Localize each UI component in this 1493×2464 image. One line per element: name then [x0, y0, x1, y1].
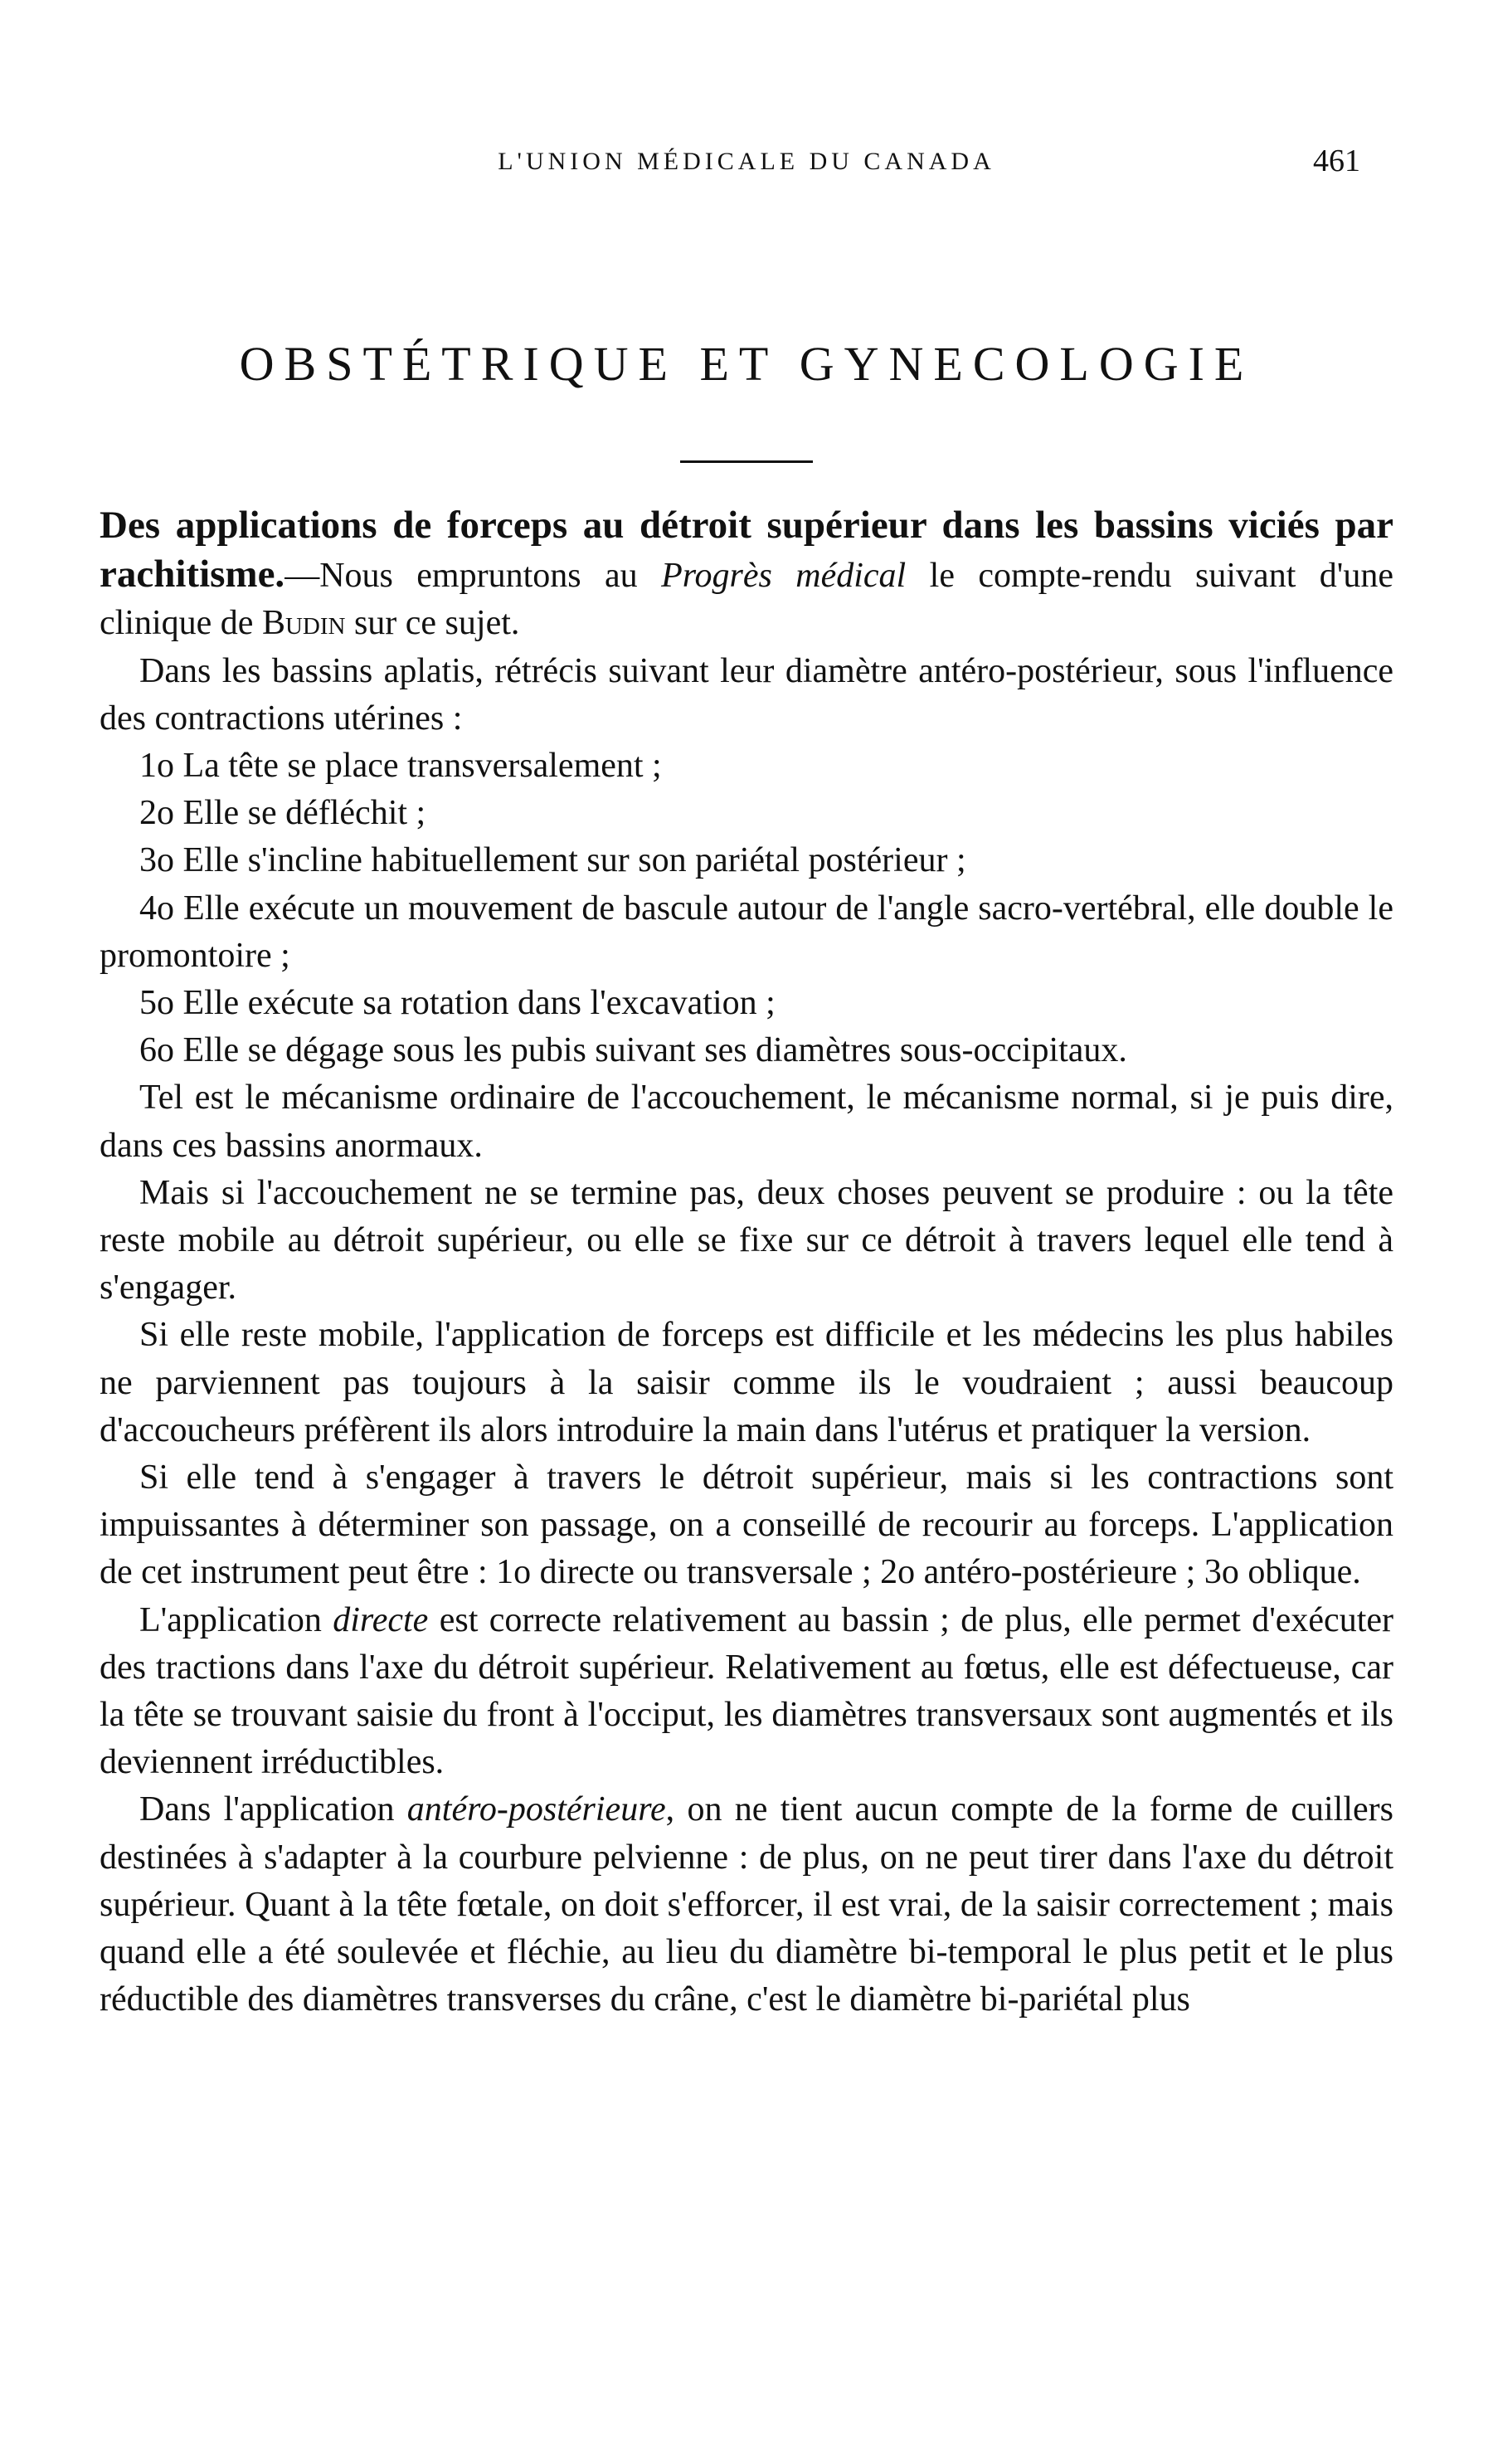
intro-text-1: —Nous empruntons au [284, 557, 662, 596]
title-rule [680, 460, 813, 463]
article-body [100, 502, 1393, 2024]
paragraph-engager: Si elle tend à s'engager à travers le détroit supérieur, mais si les contractions sont impuissantes à déterminer son passage, on a conseillé de recourir au forceps. L'application de cet instrument peut être : 1o directe ou transversale ; 2o antéro-postérieure ; 3o oblique. [100, 1458, 1393, 1592]
page-number: 461 [1313, 144, 1360, 178]
list-item-2: 2o Elle se défléchit ; [139, 794, 426, 833]
directe-term: directe [333, 1600, 429, 1639]
list-item-3: 3o Elle s'incline habituellement sur son pariétal postérieur ; [139, 841, 966, 880]
intro-paragraph [100, 502, 1393, 648]
list-item-5: 5o Elle exécute sa rotation dans l'excavation ; [139, 984, 776, 1023]
paragraph-mobile: Si elle reste mobile, l'application de forceps est difficile et les médecins les plus habiles ne parviennent pas toujours à la saisir comme ils le voudraient ; aussi beaucoup d'accoucheurs préfèrent ils alors introduire la main dans l'utérus et pratiquer la version. [100, 1316, 1393, 1449]
antero-text-1: Dans l'application [139, 1790, 407, 1829]
antero-text-2: , on ne tient aucun compte de la forme de cuillers destinées à s'adapter à la courbure pelvienne : de plus, on ne peut tirer dans l'axe du détroit supérieur. Quant à la tête fœtale, on doit s'efforcer, il est vrai, de la saisir correctement ; mais quand elle a été soulevée et fléchie, au lieu du diamètre bi-temporal le plus petit et le plus réductible des diamètres transverses du crâne, c'est le diamètre bi-pariétal plus [100, 1790, 1393, 2019]
paragraph-directe [100, 1597, 1393, 1787]
paragraph-bassins: Dans les bassins aplatis, rétrécis suivant leur diamètre antéro-postérieur, sous l'influence des contractions utérines : [100, 651, 1393, 738]
article-lead-title: Des applications de forceps au détroit supérieur dans les bassins viciés par rachitisme. [100, 504, 1393, 597]
list-item-4: 4o Elle exécute un mouvement de bascule autour de l'angle sacro-vertébral, elle double le promontoire ; [100, 889, 1393, 975]
running-head [100, 144, 1393, 189]
section-title: OBSTÉTRIQUE ET GYNECOLOGIE [239, 337, 1254, 391]
paragraph-antero [100, 1786, 1393, 2023]
intro-text-3: sur ce sujet. [345, 604, 520, 643]
paragraph-mais: Mais si l'accouchement ne se termine pas, deux choses peuvent se produire : ou la tête reste mobile au détroit supérieur, ou elle se fixe sur ce détroit à travers lequel elle tend à s'engager. [100, 1173, 1393, 1307]
directe-text-2: est correcte relativement au bassin ; de plus, elle permet d'exécuter des tractions dans l'axe du détroit supérieur. Relativement au fœtus, elle est défectueuse, car la tête se trouvant saisie du front à l'occiput, les diamètres transversaux sont augmentés et ils deviennent irréductibles. [100, 1600, 1393, 1782]
paragraph-mecanisme: Tel est le mécanisme ordinaire de l'accouchement, le mécanisme normal, si je puis dire, dans ces bassins anormaux. [100, 1079, 1393, 1165]
directe-text-1: L'application [139, 1600, 333, 1639]
author-name: Budin [261, 604, 346, 643]
antero-term: antéro-postérieure [406, 1790, 666, 1829]
list-item-6: 6o Elle se dégage sous les pubis suivant ses diamètres sous-occipitaux. [139, 1031, 1127, 1070]
running-title: L'UNION MÉDICALE DU CANADA [498, 148, 995, 175]
source-journal: Progrès médical [661, 557, 907, 596]
intro-text-2: le compte-rendu suivant d'une clinique de [100, 557, 1393, 643]
list-item-1: 1o La tête se place transversalement ; [139, 747, 662, 786]
